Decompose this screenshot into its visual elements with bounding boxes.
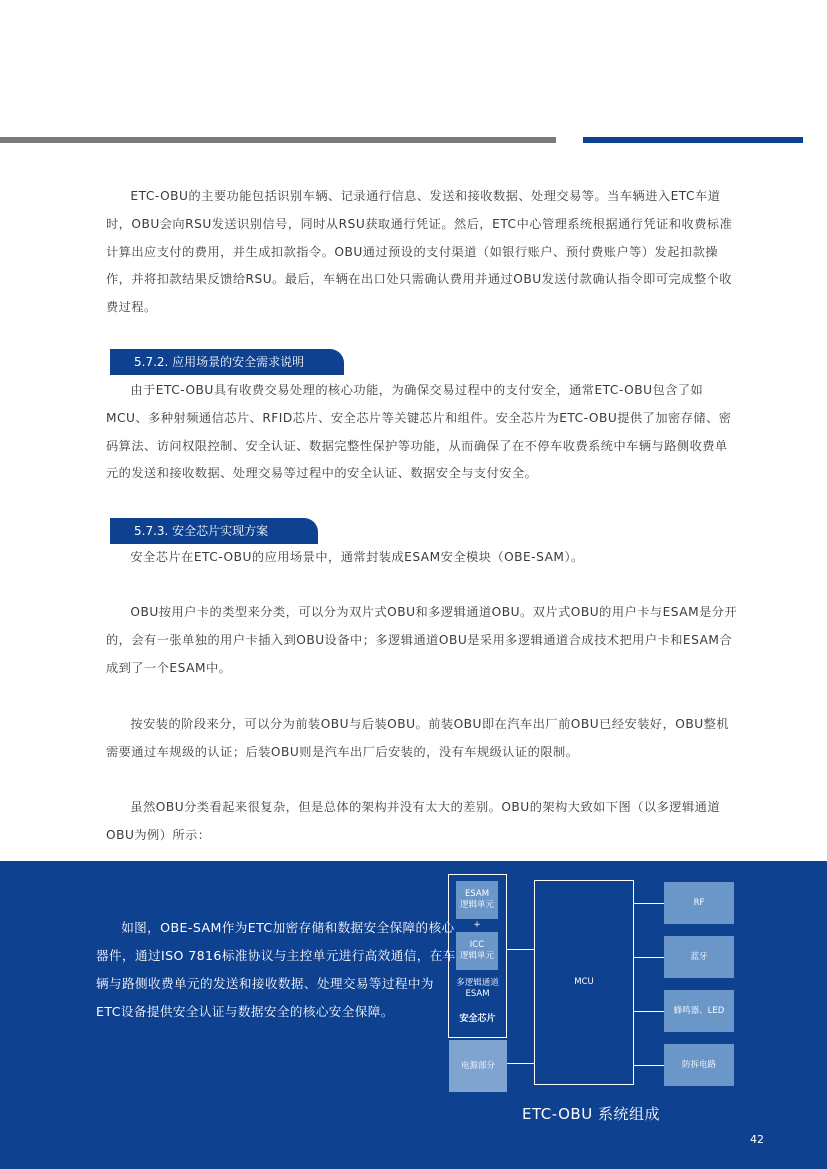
security-chip-label: 安全芯片 — [459, 1013, 496, 1024]
connector-mcu-bluetooth — [634, 957, 664, 958]
paragraph-etc-obu-function: ETC-OBU的主要功能包括识别车辆、记录通行信息、发送和接收数据、处理交易等。当车辆进入ETC车道时，OBU会向RSU发送识别信号，同时从RSU获取通行凭证。然后，ETC中心管理系统根据通行凭证和收费标准计算出应支付的费用，并生成扣款指令。OBU通过预设的支付渠道（如银行账户、预付费账户等）发起扣款操作，并将扣款结果反馈给RSU。最后，车辆在出口处只需确认费用并通过OBU发送付款确认指令即可完成整个收费过程。 — [106, 189, 733, 315]
icc-label: ICC — [469, 940, 485, 950]
esam-logic-label: 逻辑单元 — [459, 900, 494, 910]
section-heading-5-7-3: 5.7.3. 安全芯片实现方案 — [110, 518, 318, 544]
page-number: 42 — [750, 1133, 764, 1146]
bluetooth-module: 蓝牙 — [664, 936, 734, 978]
connector-chip-mcu — [507, 949, 534, 950]
mcu-block: MCU — [534, 880, 634, 1085]
connector-mcu-buzzer — [634, 1011, 664, 1012]
header-gray-bar — [0, 137, 556, 143]
paragraph-esam-module: 安全芯片在ETC-OBU的应用场景中，通常封装成ESAM安全模块（OBE-SAM）。 — [130, 550, 584, 564]
rf-module: RF — [664, 882, 734, 924]
connector-mcu-rf — [634, 903, 664, 904]
tamper-circuit: 防拆电路 — [664, 1044, 734, 1086]
plus-sign: + — [473, 920, 481, 930]
multi-esam-label: ESAM — [465, 989, 490, 999]
icc-logic-label: 逻辑单元 — [459, 951, 494, 961]
power-unit: 电源部分 — [449, 1040, 507, 1092]
header-blue-bar — [583, 137, 803, 143]
etc-obu-system-diagram — [446, 872, 746, 1097]
icc-logic-unit — [456, 932, 498, 970]
band-description: 如图，OBE-SAM作为ETC加密存储和数据安全保障的核心器件，通过ISO 7816标准协议与主控单元进行高效通信，在车辆与路侧收费单元的发送和接收数据、处理交易等过程中为ETC设备提供安全认证与数据安全的核心安全保障。 — [96, 920, 456, 1019]
paragraph-obu-architecture-intro: 虽然OBU分类看起来很复杂，但是总体的架构并没有太大的差别。OBU的架构大致如下图（以多逻辑通道OBU为例）所示： — [106, 800, 721, 842]
connector-power-mcu — [507, 1063, 534, 1064]
multi-channel-label: 多逻辑通道 — [456, 978, 499, 988]
diagram-caption: ETC-OBU 系统组成 — [522, 1105, 660, 1123]
paragraph-security-requirements: 由于ETC-OBU具有收费交易处理的核心功能，为确保交易过程中的支付安全，通常ETC-OBU包含了如MCU、多种射频通信芯片、RFID芯片、安全芯片等关键芯片和组件。安全芯片为ETC-OBU提供了加密存储、密码算法、访问权限控制、安全认证、数据完整性保护等功能，从而确保了在不停车收费系统中车辆与路侧收费单元的发送和接收数据、处理交易等过程中的安全认证、数据安全与支付安全。 — [106, 383, 732, 481]
multi-channel-esam-label — [448, 974, 507, 1004]
paragraph-obu-install-stage: 按安装的阶段来分，可以分为前装OBU与后装OBU。前装OBU即在汽车出厂前OBU已经安装好，OBU整机需要通过车规级的认证；后装OBU则是汽车出厂后安装的，没有车规级认证的限制。 — [106, 717, 730, 759]
esam-label: ESAM — [464, 889, 490, 899]
esam-logic-unit — [456, 881, 498, 919]
connector-mcu-tamper — [634, 1065, 664, 1066]
buzzer-led-module: 蜂鸣器、LED — [664, 990, 734, 1032]
section-heading-5-7-2: 5.7.2. 应用场景的安全需求说明 — [110, 349, 344, 375]
paragraph-obu-card-type: OBU按用户卡的类型来分类，可以分为双片式OBU和多逻辑通道OBU。双片式OBU的用户卡与ESAM是分开的，会有一张单独的用户卡插入到OBU设备中；多逻辑通道OBU是采用多逻辑通道合成技术把用户卡和ESAM合成到了一个ESAM中。 — [106, 605, 738, 675]
